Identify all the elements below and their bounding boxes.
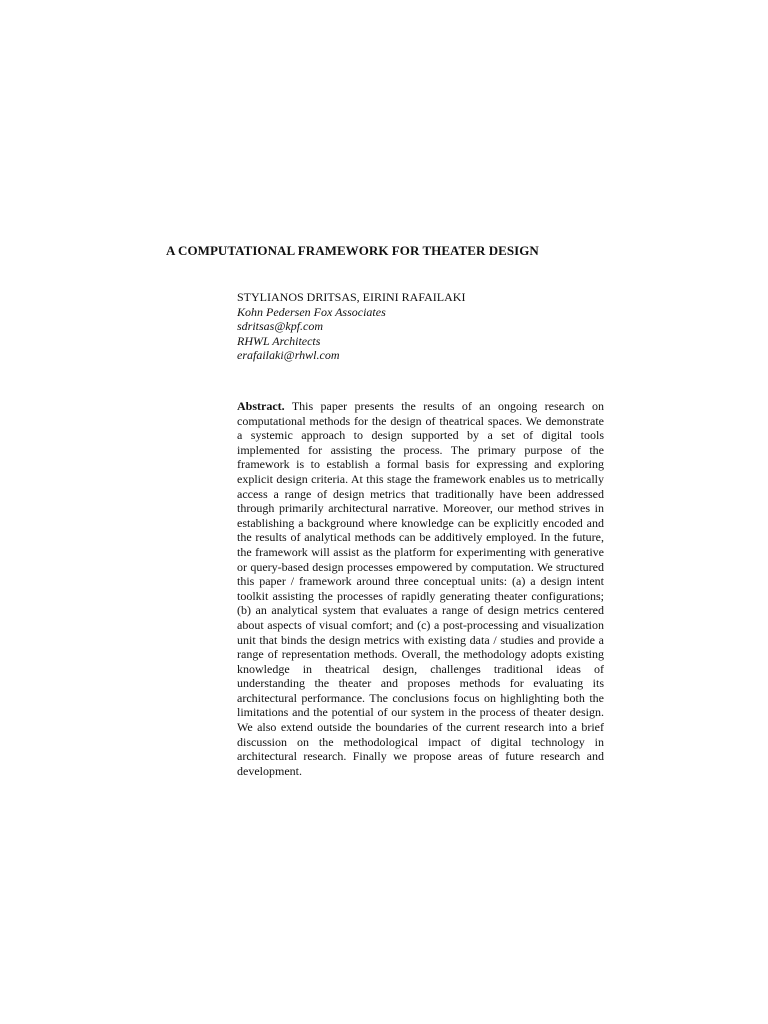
paper-title: A COMPUTATIONAL FRAMEWORK FOR THEATER DESIGN [166,243,539,258]
author-block [237,290,617,363]
abstract-body: This paper presents the results of an ongoing research on computational methods for the design of theatrical spaces. We demonstrate a systemic approach to design supported by a set of digital tools implemented for assisting the process. The primary purpose of the framework is to establish a formal basis for expressing and exploring explicit design criteria. At this stage the framework enables us to metrically access a range of design metrics that traditionally have been addressed through primarily architectural narrative. Moreover, our method strives in establishing a background where knowledge can be explicitly encoded and the results of analytical methods can be additively employed. In the future, the framework will assist as the platform for experimenting with generative or query-based design processes empowered by computation. We structured this paper / framework around three conceptual units: (a) a design intent toolkit assisting the processes of rapidly generating theater configurations; (b) an analytical system that evaluates a range of design metrics centered about aspects of visual comfort; and (c) a post-processing and visualization unit that binds the design metrics with existing data / studies and provide a range of representation methods. Overall, the methodology adopts existing knowledge in theatrical design, challenges traditional ideas of understanding the theater and proposes methods for evaluating its architectural performance. The conclusions focus on highlighting both the limitations and the potential of our system in the process of theater design. We also extend outside the boundaries of the current research into a brief discussion on the methodological impact of digital technology in architectural research. Finally we propose areas of future research and development. [237,399,604,778]
abstract-label: Abstract. [237,399,285,413]
author-names: STYLIANOS DRITSAS, EIRINI RAFAILAKI [237,290,466,304]
email-sdritsas: sdritsas@kpf.com [237,319,324,334]
email-erafailaki: erafailaki@rhwl.com [237,348,340,363]
abstract-section [237,399,604,778]
affiliation-rhwl: RHWL Architects [237,333,321,348]
abstract-paragraph [237,399,604,778]
affiliation-kpf: Kohn Pedersen Fox Associates [237,304,386,319]
